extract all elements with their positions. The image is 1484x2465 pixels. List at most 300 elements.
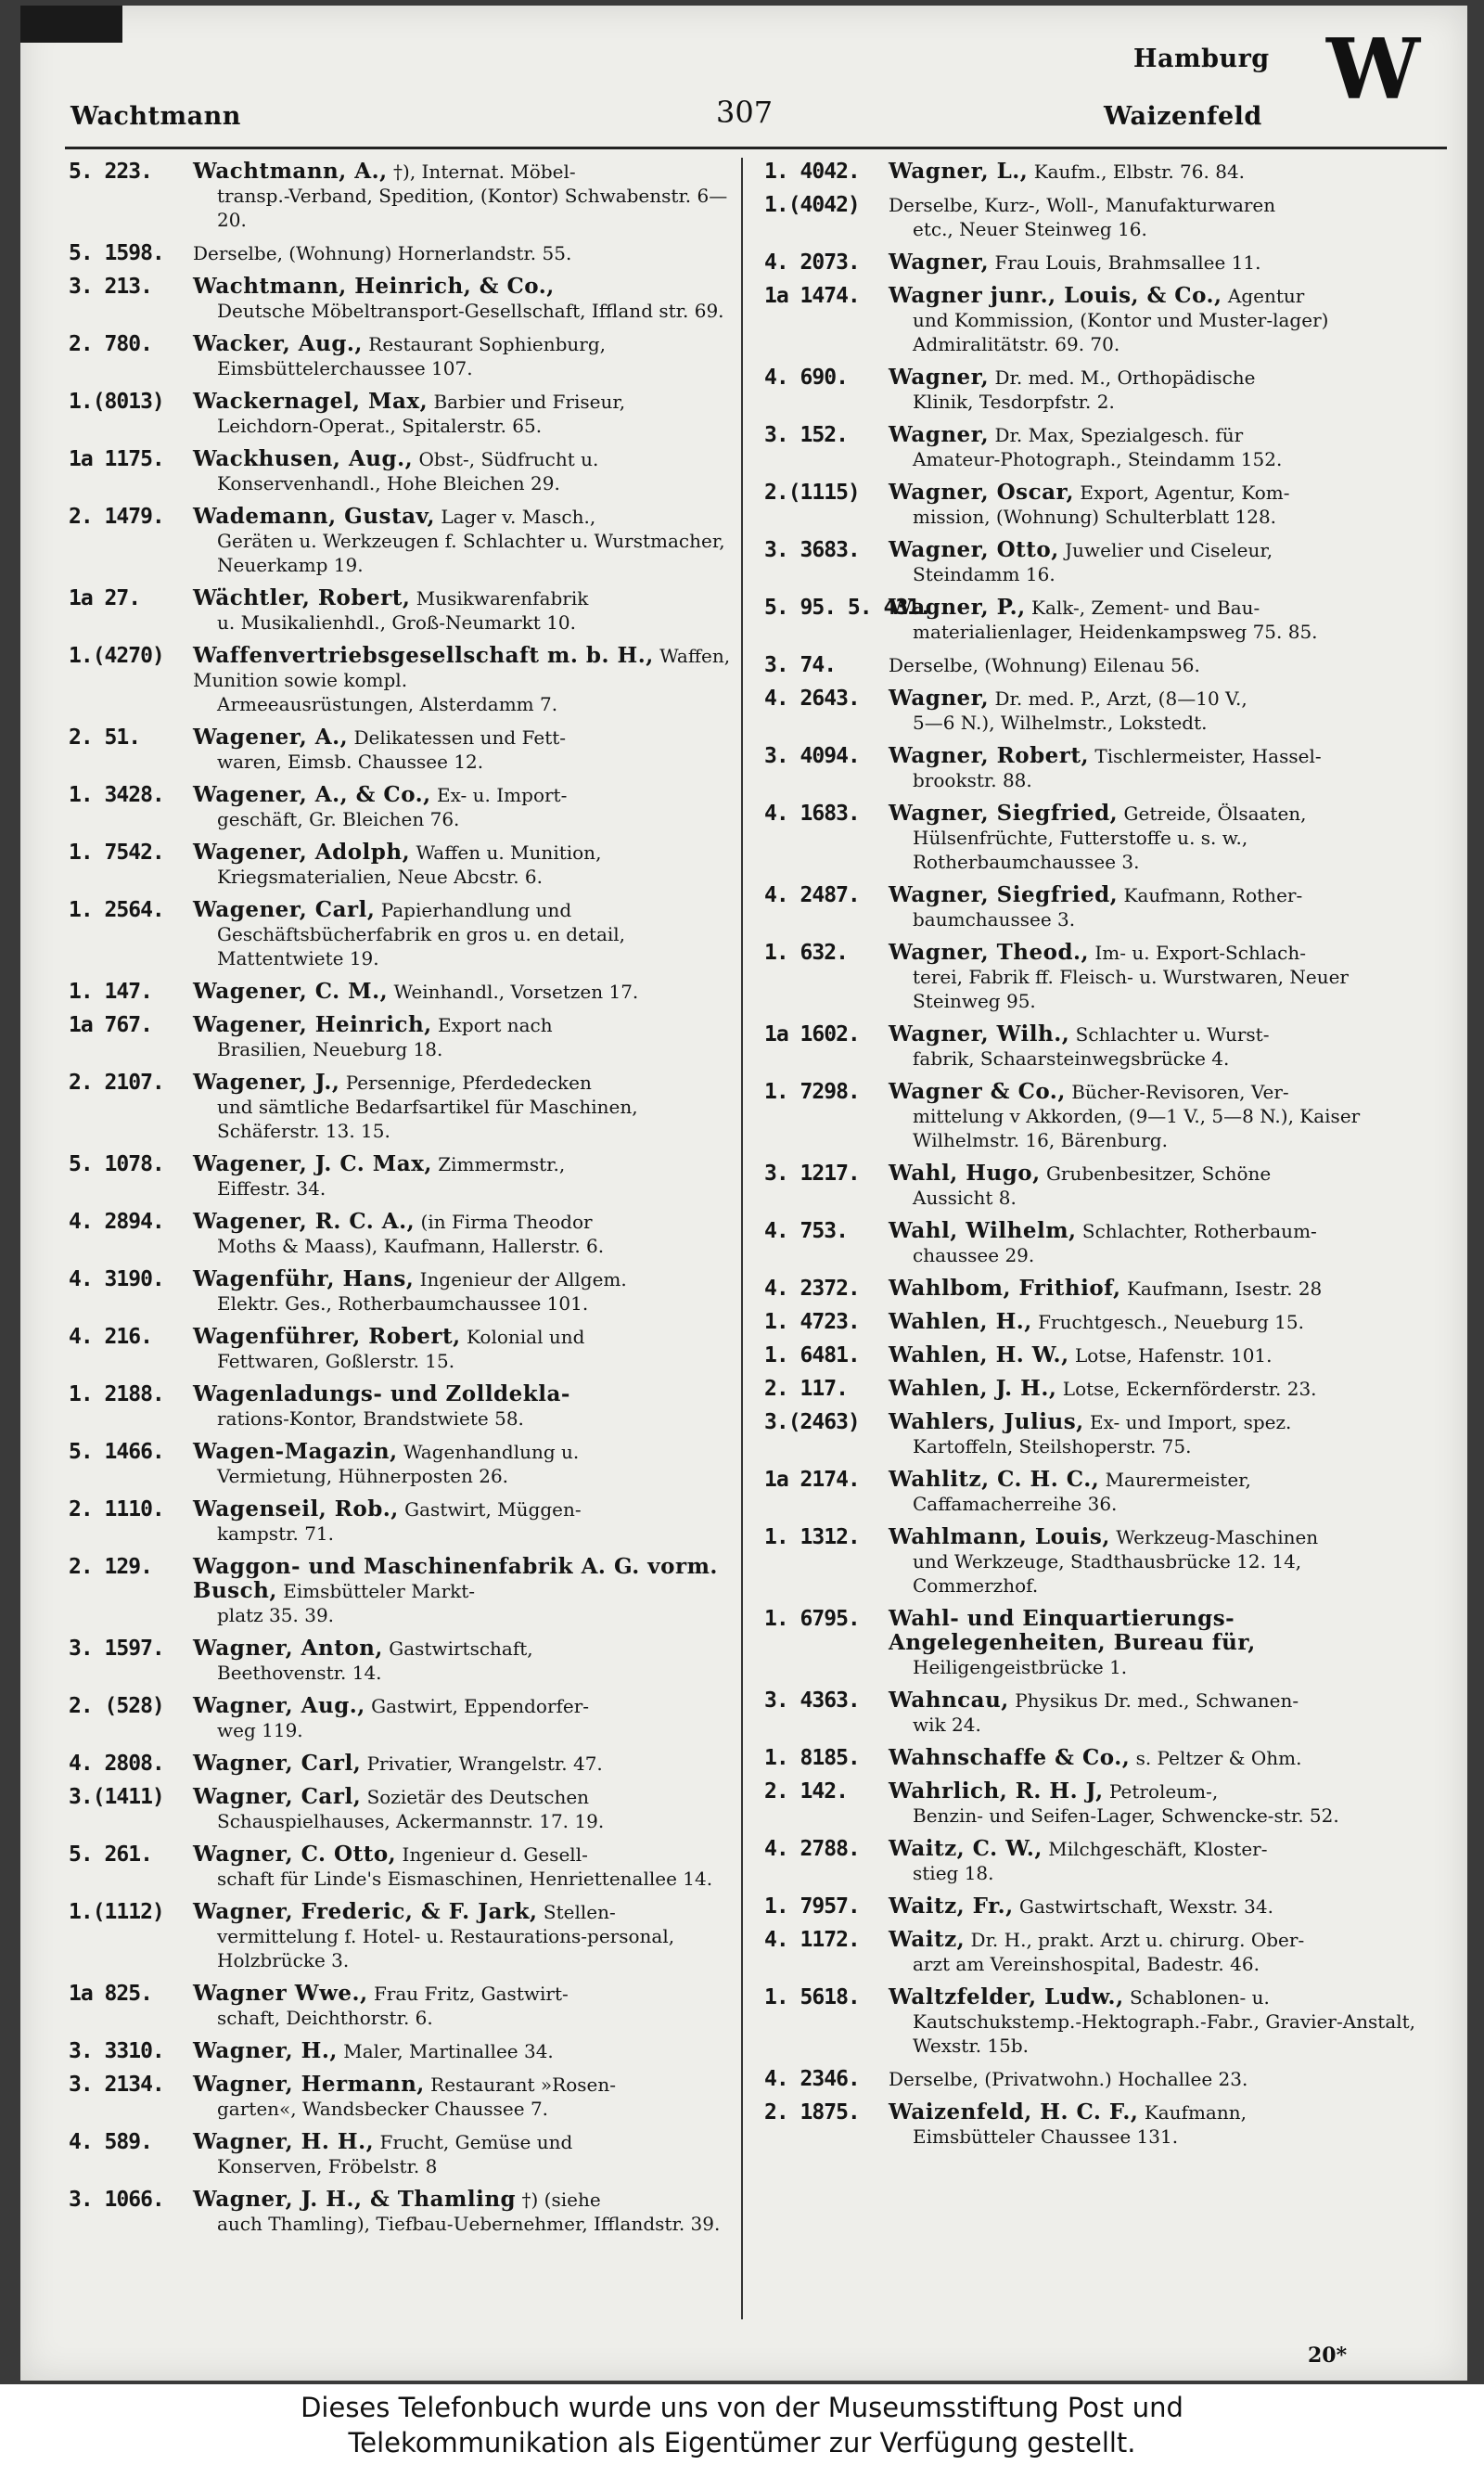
- directory-entry: [764, 538, 1432, 586]
- entry-text: [193, 1555, 736, 1627]
- entry-text: [193, 1785, 736, 1833]
- subscriber-name: Wackhusen, Aug.,: [193, 446, 414, 471]
- subscriber-address: Konserven, Fröbelstr. 8: [217, 2155, 438, 2177]
- entry-text: [193, 1982, 736, 2030]
- running-head-left: Wachtmann: [70, 102, 241, 131]
- subscriber-description: Schlachter u. Wurst-: [1075, 1023, 1270, 1046]
- subscriber-address: Hülsenfrüchte, Futterstoffe u. s. w., Rotherbaumchaussee 3.: [913, 827, 1248, 873]
- directory-entry: [69, 1325, 736, 1373]
- directory-entry: [764, 1377, 1432, 1401]
- subscriber-name: Wagener, Carl,: [193, 897, 376, 922]
- entry-text: [889, 366, 1432, 414]
- entry-text: [889, 1219, 1432, 1267]
- subscriber-description: Waffen u. Munition,: [416, 841, 602, 864]
- subscriber-description: Dr. Max, Spezialgesch. für: [994, 424, 1244, 446]
- subscriber-address: Klinik, Tesdorpfstr. 2.: [913, 391, 1115, 413]
- subscriber-description: †), Internat. Möbel-: [393, 160, 576, 183]
- phone-number: 3. 1217.: [764, 1162, 860, 1186]
- directory-entry: [69, 1982, 736, 2030]
- entry-text: [193, 1071, 736, 1143]
- subscriber-description: Dr. H., prakt. Arzt u. chirurg. Ober-: [970, 1929, 1305, 1951]
- entry-text: [193, 783, 736, 831]
- phone-number: 1.(4270): [69, 644, 164, 668]
- entry-text: [193, 1325, 736, 1373]
- archive-footer: [0, 2384, 1484, 2465]
- subscriber-description: Restaurant »Rosen-: [430, 2073, 617, 2096]
- directory-entry: [69, 2039, 736, 2063]
- entry-text: [193, 725, 736, 774]
- subscriber-name: Waitz, Fr.,: [889, 1894, 1014, 1919]
- phone-number: 1. 3428.: [69, 783, 164, 807]
- subscriber-address: Beethovenstr. 14.: [217, 1662, 382, 1684]
- subscriber-address: schaft, Deichthorstr. 6.: [217, 2007, 433, 2029]
- directory-entry: [764, 284, 1432, 356]
- phone-number: 1.(1112): [69, 1900, 164, 1924]
- subscriber-address: Elektr. Ges., Rotherbaumchaussee 101.: [217, 1292, 589, 1315]
- directory-entry: [764, 941, 1432, 1013]
- subscriber-name: Wagen-Magazin,: [193, 1439, 398, 1464]
- subscriber-description: Stellen-: [543, 1901, 616, 1923]
- subscriber-address: Vermietung, Hühnerposten 26.: [217, 1465, 509, 1487]
- entry-text: [889, 1837, 1432, 1885]
- subscriber-address: mittelung v Akkorden, (9—1 V., 5—8 N.), Kaiser Wilhelmstr. 16, Bärenburg.: [913, 1105, 1361, 1151]
- subscriber-description: Kaufmann, Rother-: [1123, 884, 1303, 906]
- subscriber-address: chaussee 29.: [913, 1244, 1035, 1266]
- phone-number: 4. 2808.: [69, 1752, 164, 1776]
- subscriber-address: Armeeausrüstungen, Alsterdamm 7.: [217, 693, 558, 715]
- subscriber-description: Sozietär des Deutschen: [366, 1786, 590, 1808]
- directory-entry: [69, 1210, 736, 1258]
- subscriber-description: Gastwirtschaft,: [389, 1637, 533, 1660]
- subscriber-name: Wahlen, H. W.,: [889, 1342, 1069, 1367]
- subscriber-description: Dr. med. M., Orthopädische: [994, 366, 1256, 389]
- phone-number: 4. 3190.: [69, 1267, 164, 1291]
- phone-number: 3. 1066.: [69, 2188, 164, 2212]
- entry-text: [889, 1468, 1432, 1516]
- subscriber-description: Zimmermstr.,: [438, 1153, 566, 1175]
- directory-entry: [69, 841, 736, 889]
- entry-text: [193, 2188, 736, 2236]
- subscriber-address: schaft für Linde's Eismaschinen, Henriettenallee 14.: [217, 1868, 713, 1890]
- entry-text: [193, 505, 736, 577]
- phone-number: 4. 2346.: [764, 2067, 860, 2091]
- running-head-city: Hamburg: [1133, 45, 1270, 73]
- subscriber-description: Fruchtgesch., Neueburg 15.: [1038, 1311, 1304, 1333]
- subscriber-description: Im- u. Export-Schlach-: [1094, 942, 1307, 964]
- entry-text: [193, 841, 736, 889]
- phone-number: 1.(4042): [764, 193, 860, 217]
- phone-number: 1a 27.: [69, 586, 141, 610]
- subscriber-name: Waffenvertriebsgesellschaft m. b. H.,: [193, 643, 654, 668]
- subscriber-description: Kalk-, Zement- und Bau-: [1031, 597, 1260, 619]
- subscriber-name: Wagener, A., & Co.,: [193, 782, 431, 807]
- subscriber-name: Wademann, Gustav,: [193, 504, 435, 529]
- directory-entry: [69, 980, 736, 1004]
- directory-entry: [69, 2130, 736, 2178]
- subscriber-address: und Werkzeuge, Stadthausbrücke 12. 14, Commerzhof.: [913, 1550, 1302, 1597]
- subscriber-name: Wagner,: [889, 250, 990, 275]
- subscriber-name: Wahrlich, R. H. J,: [889, 1778, 1104, 1804]
- directory-entry: [69, 1694, 736, 1742]
- entry-text: [889, 1525, 1432, 1598]
- phone-number: 1a 825.: [69, 1982, 152, 2006]
- subscriber-name: Wagner, Otto,: [889, 537, 1059, 562]
- phone-number: 4. 1172.: [764, 1928, 860, 1952]
- directory-entry: [69, 644, 736, 716]
- subscriber-address: Benzin- und Seifen-Lager, Schwencke-str. 52.: [913, 1804, 1339, 1827]
- entry-text: [889, 1377, 1432, 1401]
- phone-number: 3. 1597.: [69, 1637, 164, 1661]
- directory-entry: [69, 1555, 736, 1627]
- subscriber-address: Kriegsmaterialien, Neue Abcstr. 6.: [217, 866, 543, 888]
- phone-number: 1a 1474.: [764, 284, 860, 308]
- subscriber-address: mission, (Wohnung) Schulterblatt 128.: [913, 506, 1277, 528]
- directory-entry: [764, 1688, 1432, 1737]
- subscriber-address: platz 35. 39.: [217, 1604, 335, 1626]
- subscriber-address: garten«, Wandsbecker Chaussee 7.: [217, 2098, 549, 2120]
- phone-number: 5. 1598.: [69, 241, 164, 265]
- entry-text: [889, 1162, 1432, 1210]
- subscriber-address: brookstr. 88.: [913, 769, 1032, 791]
- phone-number: 1. 7542.: [69, 841, 164, 865]
- subscriber-address: Amateur-Photograph., Steindamm 152.: [913, 448, 1283, 470]
- subscriber-address: Eimsbütteler Chaussee 131.: [913, 2125, 1179, 2148]
- subscriber-name: Wagner,: [889, 422, 990, 447]
- subscriber-name: Wagner, P.,: [889, 595, 1026, 620]
- directory-entry: [764, 481, 1432, 529]
- subscriber-description: Persennige, Pferdedecken: [345, 1072, 592, 1094]
- entry-text: [889, 1080, 1432, 1152]
- section-letter: W: [1326, 20, 1421, 119]
- phone-number: 1. 6795.: [764, 1607, 860, 1631]
- directory-entry: [69, 447, 736, 495]
- subscriber-description: Gastwirt, Müggen-: [404, 1498, 582, 1521]
- phone-number: 1. 7957.: [764, 1894, 860, 1919]
- entry-text: [889, 596, 1432, 644]
- directory-entry: [764, 2067, 1432, 2091]
- phone-number: 2. 129.: [69, 1555, 152, 1579]
- entry-text: [193, 2039, 736, 2063]
- directory-entry: [69, 2073, 736, 2121]
- subscriber-name: Wagner, L.,: [889, 159, 1029, 184]
- subscriber-address: Eiffestr. 34.: [217, 1177, 326, 1200]
- directory-entry: [764, 1022, 1432, 1071]
- subscriber-address: und sämtliche Bedarfsartikel für Maschinen, Schäferstr. 13. 15.: [217, 1096, 638, 1142]
- subscriber-name: Wahlen, H.,: [889, 1309, 1032, 1334]
- subscriber-name: Wagner junr., Louis, & Co.,: [889, 283, 1222, 308]
- phone-number: 4. 2643.: [764, 687, 860, 711]
- entry-text: [193, 1694, 736, 1742]
- directory-entry: [764, 160, 1432, 184]
- subscriber-description: Gastwirt, Eppendorfer-: [371, 1695, 590, 1717]
- entry-text: [889, 538, 1432, 586]
- subscriber-address: Leichdorn-Operat., Spitalerstr. 65.: [217, 415, 543, 437]
- subscriber-description: Eimsbütteler Markt-: [283, 1580, 476, 1602]
- directory-entry: [69, 586, 736, 635]
- subscriber-description: Lotse, Hafenstr. 101.: [1074, 1344, 1273, 1367]
- entry-text: [193, 1900, 736, 1972]
- entry-text: [193, 1752, 736, 1776]
- entry-text: [889, 653, 1432, 677]
- entry-text: [193, 980, 736, 1004]
- entry-text: [889, 1688, 1432, 1737]
- subscriber-address: Fettwaren, Goßlerstr. 15.: [217, 1350, 455, 1372]
- subscriber-address: fabrik, Schaarsteinwegsbrücke 4.: [913, 1047, 1230, 1070]
- phone-number: 4. 2894.: [69, 1210, 164, 1234]
- entry-text: [193, 1152, 736, 1200]
- entry-text: [889, 744, 1432, 792]
- subscriber-name: Wagener, J. C. Max,: [193, 1151, 432, 1176]
- phone-number: 1a 1175.: [69, 447, 164, 471]
- subscriber-description: Weinhandl., Vorsetzen 17.: [393, 981, 639, 1003]
- phone-number: 4. 2073.: [764, 250, 860, 275]
- entry-text: [193, 2073, 736, 2121]
- phone-number: 1. 2564.: [69, 898, 164, 922]
- subscriber-description: Derselbe, (Wohnung) Eilenau 56.: [889, 654, 1200, 676]
- phone-number: 2. 117.: [764, 1377, 848, 1401]
- entry-text: [889, 802, 1432, 874]
- directory-entry: [69, 505, 736, 577]
- phone-number: 4. 216.: [69, 1325, 152, 1349]
- directory-page: [20, 6, 1467, 2381]
- right-column: [764, 160, 1432, 2158]
- subscriber-description: Lager v. Masch.,: [441, 506, 596, 528]
- directory-entry: [764, 1525, 1432, 1598]
- subscriber-description: Gastwirtschaft, Wexstr. 34.: [1018, 1895, 1273, 1918]
- subscriber-address: u. Musikalienhdl., Groß-Neumarkt 10.: [217, 611, 577, 634]
- entry-text: [889, 1022, 1432, 1071]
- phone-number: 2. (528): [69, 1694, 164, 1718]
- phone-number: 3. 152.: [764, 423, 848, 447]
- subscriber-address: etc., Neuer Steinweg 16.: [913, 218, 1147, 240]
- subscriber-description: Obst-, Südfrucht u.: [418, 448, 599, 470]
- subscriber-name: Wagenseil, Rob.,: [193, 1496, 399, 1521]
- directory-entry: [764, 1607, 1432, 1679]
- subscriber-name: Wagenführer, Robert,: [193, 1324, 461, 1349]
- phone-number: 3. 74.: [764, 653, 837, 677]
- subscriber-description: Kaufmann,: [1144, 2101, 1247, 2124]
- subscriber-description: Ex- u. Import-: [437, 784, 568, 806]
- entry-text: [889, 2100, 1432, 2149]
- directory-entry: [69, 1152, 736, 1200]
- subscriber-description: Petroleum-,: [1108, 1780, 1219, 1803]
- phone-number: 4. 753.: [764, 1219, 848, 1243]
- subscriber-address: terei, Fabrik ff. Fleisch- u. Wurstwaren, Neuer Steinweg 95.: [913, 966, 1349, 1012]
- subscriber-name: Wahl- und Einquartierungs-Angelegenheiten, Bureau für,: [889, 1606, 1256, 1655]
- entry-text: [193, 332, 736, 380]
- phone-number: 2. 780.: [69, 332, 152, 356]
- entry-text: [193, 644, 736, 716]
- subscriber-name: Wahl, Wilhelm,: [889, 1218, 1077, 1243]
- subscriber-description: Delikatessen und Fett-: [353, 726, 567, 749]
- entry-text: [193, 586, 736, 635]
- entry-text: [193, 1013, 736, 1061]
- subscriber-description: Milchgeschäft, Kloster-: [1048, 1838, 1268, 1860]
- subscriber-name: Wahlitz, C. H. C.,: [889, 1467, 1100, 1492]
- subscriber-address: arzt am Vereinshospital, Badestr. 46.: [913, 1953, 1260, 1975]
- subscriber-name: Wacker, Aug.,: [193, 331, 363, 356]
- subscriber-name: Wagner, Aug.,: [193, 1693, 365, 1718]
- directory-entry: [764, 1985, 1432, 2058]
- subscriber-address: kampstr. 71.: [217, 1522, 334, 1545]
- phone-number: 4. 589.: [69, 2130, 152, 2154]
- entry-text: [889, 481, 1432, 529]
- subscriber-name: Wagner, Carl,: [193, 1784, 362, 1809]
- directory-entry: [69, 1842, 736, 1891]
- phone-number: 1. 147.: [69, 980, 152, 1004]
- subscriber-name: Wagner, Wilh.,: [889, 1021, 1070, 1046]
- subscriber-name: Wagener, Adolph,: [193, 840, 411, 865]
- directory-entry: [69, 1900, 736, 1972]
- subscriber-name: Wagner, J. H., & Thamling: [193, 2187, 517, 2212]
- subscriber-description: Waffen, Munition sowie kompl.: [193, 645, 731, 691]
- subscriber-description: Kaufm., Elbstr. 76. 84.: [1033, 160, 1246, 183]
- entry-text: [889, 1410, 1432, 1458]
- subscriber-address: transp.-Verband, Spedition, (Kontor) Schwabenstr. 6—20.: [217, 185, 728, 231]
- subscriber-address: weg 119.: [217, 1719, 303, 1741]
- entry-text: [193, 1637, 736, 1685]
- phone-number: 5. 1078.: [69, 1152, 164, 1176]
- subscriber-description: Werkzeug-Maschinen: [1116, 1526, 1319, 1548]
- phone-number: 1. 4723.: [764, 1310, 860, 1334]
- subscriber-name: Wagner Wwe.,: [193, 1981, 368, 2006]
- subscriber-address: Schauspielhauses, Ackermannstr. 17. 19.: [217, 1810, 605, 1832]
- directory-entry: [69, 275, 736, 323]
- directory-entry: [69, 783, 736, 831]
- footer-line-2: Telekommunikation als Eigentümer zur Verfügung gestellt.: [348, 2427, 1136, 2459]
- entry-text: [193, 1382, 736, 1431]
- phone-number: 3.(1411): [69, 1785, 164, 1809]
- phone-number: 3. 4363.: [764, 1688, 860, 1713]
- entry-text: [889, 1928, 1432, 1976]
- subscriber-description: Kaufmann, Isestr. 28: [1126, 1277, 1323, 1300]
- subscriber-description: Agentur: [1227, 285, 1305, 307]
- phone-number: 1. 5618.: [764, 1985, 860, 2009]
- phone-number: 5. 223.: [69, 160, 152, 184]
- subscriber-description: Restaurant Sophienburg,: [368, 333, 606, 355]
- subscriber-address: vermittelung f. Hotel- u. Restaurations-personal, Holzbrücke 3.: [217, 1925, 675, 1971]
- entry-text: [193, 1267, 736, 1316]
- subscriber-address: Moths & Maass), Kaufmann, Hallerstr. 6.: [217, 1235, 605, 1257]
- subscriber-address: Heiligengeistbrücke 1.: [913, 1656, 1128, 1678]
- phone-number: 1.(8013): [69, 390, 164, 414]
- phone-number: 1. 6481.: [764, 1343, 860, 1367]
- subscriber-description: Schlachter, Rotherbaum-: [1081, 1220, 1317, 1242]
- subscriber-description: Derselbe, Kurz-, Woll-, Manufakturwaren: [889, 194, 1276, 216]
- subscriber-name: Wahlbom, Frithiof,: [889, 1276, 1121, 1301]
- phone-number: 2. 51.: [69, 725, 141, 750]
- directory-entry: [764, 1837, 1432, 1885]
- phone-number: 3. 3683.: [764, 538, 860, 562]
- subscriber-description: †) (siehe: [521, 2189, 601, 2211]
- subscriber-name: Wagener, C. M.,: [193, 979, 389, 1004]
- subscriber-name: Wahlen, J. H.,: [889, 1376, 1057, 1401]
- entry-text: [889, 160, 1432, 184]
- phone-number: 1. 7298.: [764, 1080, 860, 1104]
- entry-text: [193, 275, 736, 323]
- subscriber-description: Export, Agentur, Kom-: [1080, 481, 1290, 504]
- directory-entry: [69, 160, 736, 232]
- running-head-right: Waizenfeld: [1104, 102, 1262, 131]
- directory-entry: [69, 1071, 736, 1143]
- phone-number: 2. 1875.: [764, 2100, 860, 2125]
- entry-text: [889, 1985, 1432, 2058]
- phone-number: 1. 632.: [764, 941, 848, 965]
- directory-entry: [764, 366, 1432, 414]
- subscriber-address: Caffamacherreihe 36.: [913, 1493, 1118, 1515]
- subscriber-name: Wagner, C. Otto,: [193, 1842, 397, 1867]
- subscriber-address: waren, Eimsb. Chaussee 12.: [217, 751, 484, 773]
- subscriber-address: Eimsbüttelerchaussee 107.: [217, 357, 473, 379]
- subscriber-name: Wachtmann, Heinrich, & Co.,: [193, 274, 555, 299]
- subscriber-name: Wachtmann, A.,: [193, 159, 388, 184]
- directory-entry: [69, 1267, 736, 1316]
- subscriber-description: Tischlermeister, Hassel-: [1094, 745, 1322, 767]
- subscriber-name: Wagner, Hermann,: [193, 2072, 425, 2097]
- phone-number: 1a 767.: [69, 1013, 152, 1037]
- subscriber-name: Wagner, Frederic, & F. Jark,: [193, 1899, 538, 1924]
- entry-text: [889, 1310, 1432, 1334]
- subscriber-description: Wagenhandlung u.: [403, 1441, 580, 1463]
- subscriber-description: Bücher-Revisoren, Ver-: [1071, 1081, 1289, 1103]
- phone-number: 5. 261.: [69, 1842, 152, 1867]
- subscriber-name: Wahncau,: [889, 1688, 1009, 1713]
- footer-line-1: Dieses Telefonbuch wurde uns von der Museumsstiftung Post und: [301, 2392, 1183, 2423]
- subscriber-name: Wahlmann, Louis,: [889, 1524, 1110, 1549]
- directory-entry: [69, 1013, 736, 1061]
- subscriber-name: Waitz,: [889, 1927, 966, 1952]
- subscriber-description: Musikwarenfabrik: [416, 587, 589, 610]
- directory-entry: [764, 1080, 1432, 1152]
- entry-text: [889, 1607, 1432, 1679]
- directory-entry: [764, 883, 1432, 931]
- entry-text: [889, 1343, 1432, 1367]
- subscriber-name: Wagener, A.,: [193, 725, 349, 750]
- directory-entry: [764, 1219, 1432, 1267]
- entry-text: [193, 1440, 736, 1488]
- subscriber-name: Wagenladungs- und Zolldekla-: [193, 1381, 570, 1406]
- subscriber-name: Wagenführ, Hans,: [193, 1266, 415, 1291]
- directory-entry: [69, 1637, 736, 1685]
- subscriber-name: Wagener, R. C. A.,: [193, 1209, 416, 1234]
- entry-text: [193, 898, 736, 970]
- directory-entry: [764, 687, 1432, 735]
- subscriber-description: Schablonen- u.: [1129, 1986, 1270, 2009]
- subscriber-name: Wagener, Heinrich,: [193, 1012, 432, 1037]
- subscriber-name: Wagner,: [889, 365, 990, 390]
- entry-text: [889, 1746, 1432, 1770]
- subscriber-description: Frau Fritz, Gastwirt-: [373, 1983, 569, 2005]
- directory-entry: [69, 1440, 736, 1488]
- entry-text: [193, 160, 736, 232]
- directory-entry: [764, 193, 1432, 241]
- directory-entry: [764, 1343, 1432, 1367]
- entry-text: [193, 241, 736, 265]
- subscriber-description: Papierhandlung und: [380, 899, 572, 921]
- entry-text: [889, 883, 1432, 931]
- entry-text: [193, 447, 736, 495]
- subscriber-description: Frucht, Gemüse und: [379, 2131, 573, 2153]
- subscriber-address: Kautschukstemp.-Hektograph.-Fabr., Gravier-Anstalt, Wexstr. 15b.: [913, 2010, 1416, 2057]
- entry-text: [193, 390, 736, 438]
- directory-entry: [764, 1779, 1432, 1828]
- directory-entry: [69, 725, 736, 774]
- directory-entry: [69, 241, 736, 265]
- subscriber-description: Lotse, Eckernförderstr. 23.: [1062, 1378, 1317, 1400]
- directory-entry: [764, 1162, 1432, 1210]
- subscriber-description: Getreide, Ölsaaten,: [1123, 802, 1307, 825]
- subscriber-description: Privatier, Wrangelstr. 47.: [366, 1752, 603, 1775]
